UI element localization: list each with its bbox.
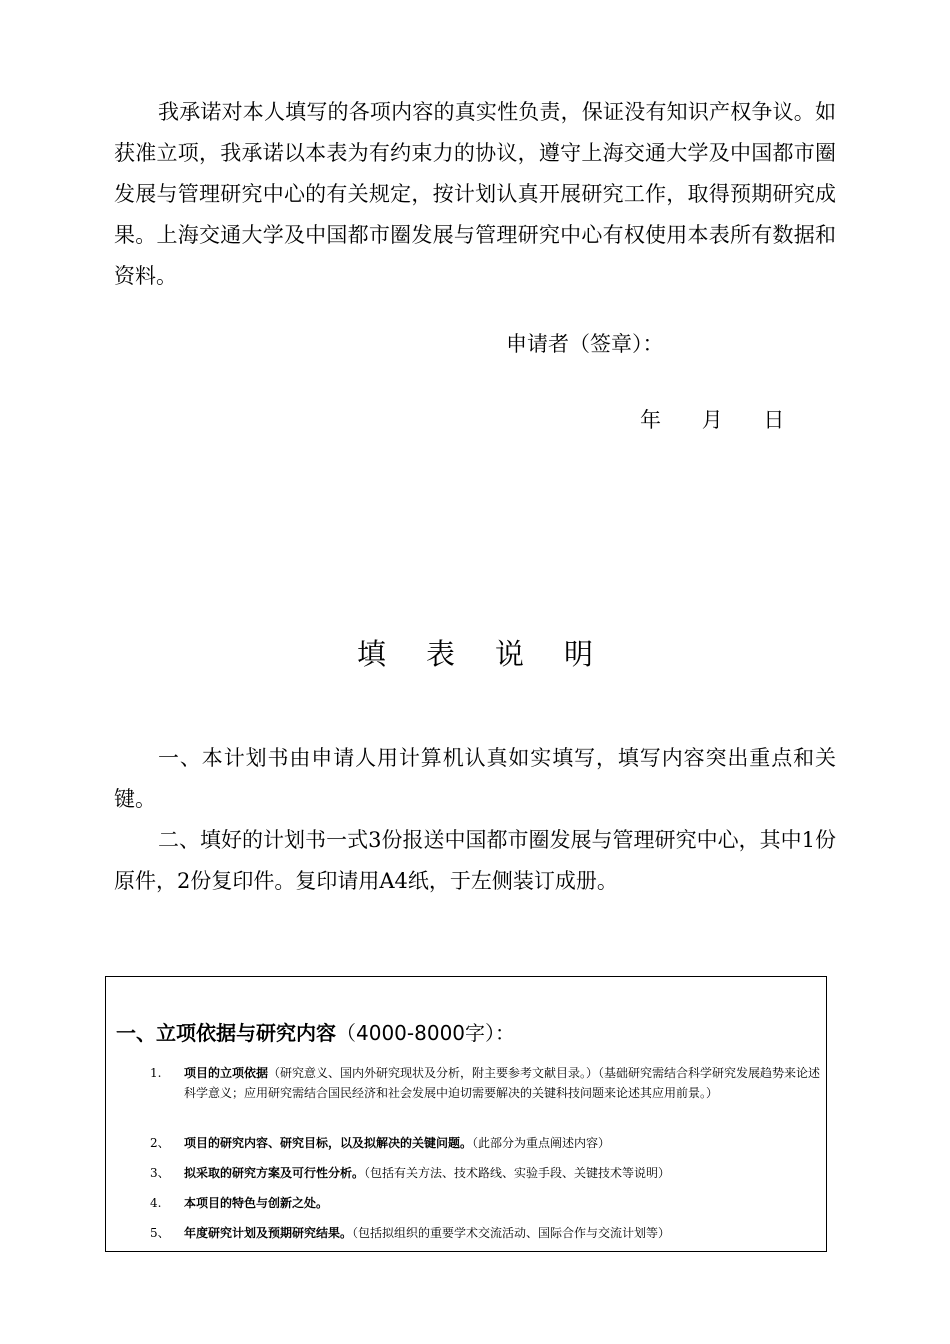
signature-date (640, 404, 818, 434)
date-day: 日 (763, 408, 785, 432)
section-title: 一、立项依据与研究内容（4000-8000字）： (116, 1021, 516, 1045)
notes-item-1: 一、本计划书由申请人用计算机认真如实填写，填写内容突出重点和关键。 (114, 746, 836, 811)
pledge-paragraph (114, 92, 836, 297)
pledge-text: 我承诺对本人填写的各项内容的真实性负责，保证没有知识产权争议。如获准立项，我承诺以本表为有约束力的协议，遵守上海交通大学及中国都市圈发展与管理研究中心的有关规定，按计划认真开展研究工作，取得预期研究成果。上海交通大学及中国都市圈发展与管理研究中心有权使用本表所有数据和资料。 (114, 100, 836, 288)
applicant-signature-label: 申请者（签章）： (506, 332, 664, 356)
section-box: 一、立项依据与研究内容（4000-8000字）： 1. 项目的立项依据（研究意义、国内外研究现状及分析，附主要参考文献目录。）（基础研究需结合科学研究发展趋势来论述科学意义；应用研究需结合国民经济和社会发展中迫切需要解决的关键科技问题来论述其应用前景。） 2、 项目的研究内容、研究目标，以及拟解决的关键问题。（此部分为重点阐述内容） 3、 拟采取的研究方案及可行性分析。（包括有关方法、技术路线、实验手段、关键技术等说明） 4. 本项目的特色与创新之处。 5、 年度研究计划及预期研究结果。（包括拟组织的重要学术交流活动、国际合作与交流计划等） (105, 976, 827, 1252)
date-month: 月 (701, 408, 723, 432)
section-title-word-count: （4000-8000字）： (336, 1021, 516, 1045)
notes-title: 填表说明 (356, 637, 633, 671)
date-year: 年 (640, 408, 661, 432)
notes-list (114, 738, 836, 902)
notes-item-2: 二、填好的计划书一式3份报送中国都市圈发展与管理研究中心，其中1份原件，2份复印件。复印请用A4纸，于左侧装订成册。 (114, 828, 836, 893)
